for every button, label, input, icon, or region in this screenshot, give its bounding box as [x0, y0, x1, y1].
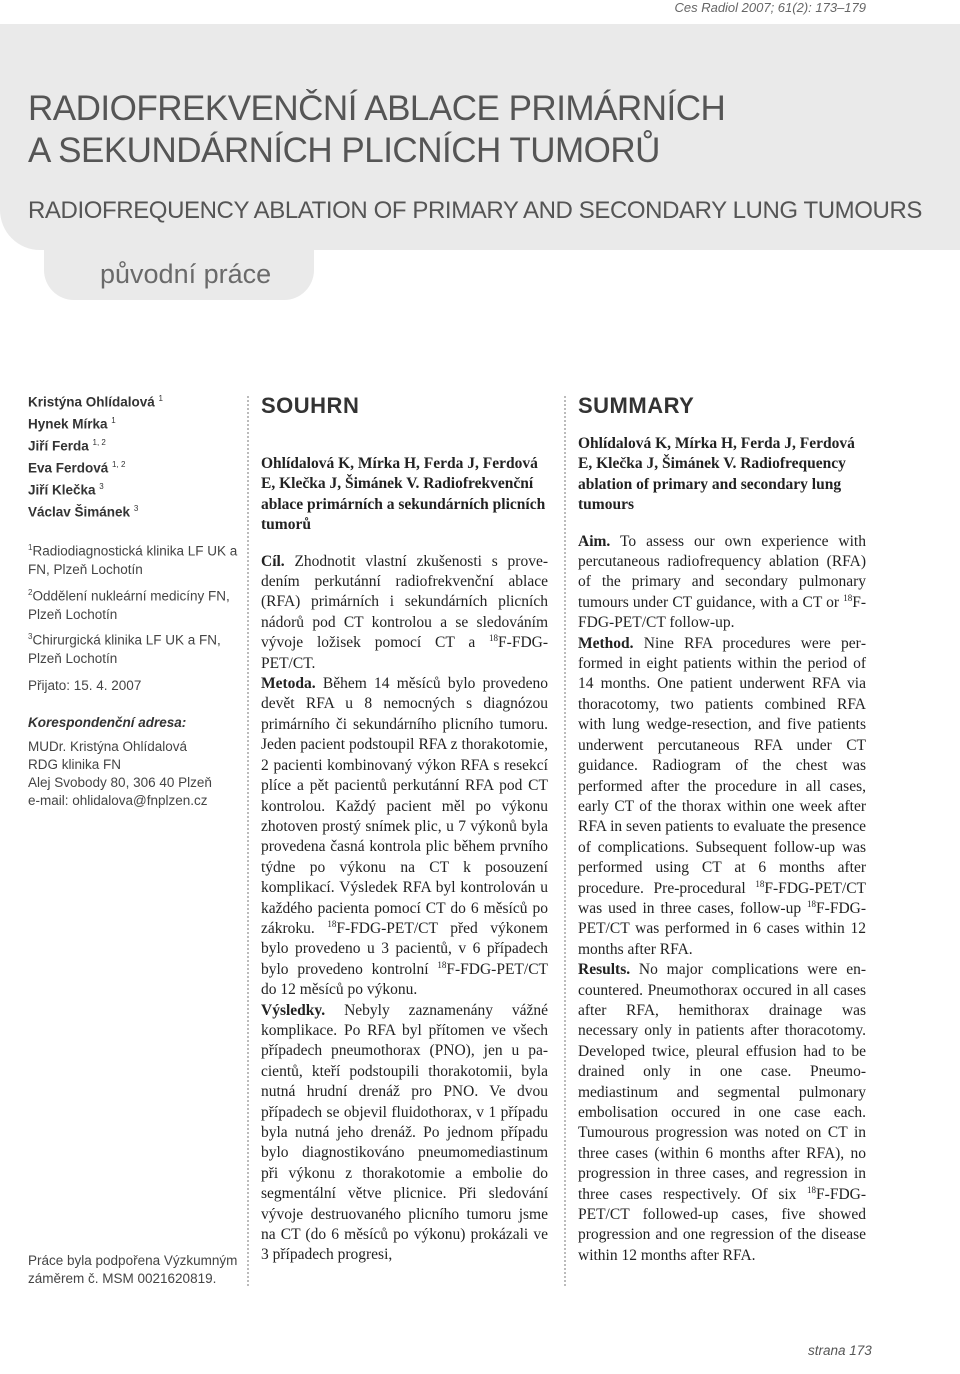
author-list: [28, 390, 228, 522]
article-title: [28, 88, 908, 172]
souhrn-paragraph: Cíl. Zhodnotit vlastní zkušenosti s provedením perkutánní radiofrekvenční ablace (RFA) primárních i sekundárních plicních nádorů pod CT kontrolou a se sledováním vývoje ložisek pomocí CT a $^{18}$F-FDG-PET/CT.: [261, 552, 548, 672]
article-type-label: původní práce: [100, 259, 272, 289]
correspondence-line: MUDr. Kristýna Ohlídalová: [28, 739, 188, 754]
journal-citation: Ces Radiol 2007; 61(2): 173–179: [674, 0, 866, 15]
affiliation: $^2$Oddělení nukleární medicíny FN, Plzeň Lochotín: [28, 587, 230, 622]
souhrn-heading: SOUHRN: [261, 393, 360, 418]
received-date: Přijato: 15. 4. 2007: [28, 678, 142, 693]
souhrn-paragraph: Metoda. Během 14 měsíců bylo provedeno devět RFA u 8 nemocných s diagnózou primárního či sekundárního plicního tumoru. Jeden pacient podstoupil RFA z thorakotomie, 2 pacienti kombinovaný výkon RFA s resekcí plíce a pět pacientů perkutánní RFA pod CT kontrolou. Každý pacient měl po výkonu zhotoven prostý snímek plic, u 7 výkonů byla provedena časná kontrola plic během prvního týdne po výkonu na CT k posouzení komplikací. Výsledek RFA byl kontrolován u každého pacienta pomocí CT do 6 měsíců po zákroku. $^{18}$F-FDG-PET/CT před výkonem bylo provedeno u 3 pacientů, v 6 případech bylo provedeno kontrolní $^{18}$F-FDG-PET/CT do 12 měsíců po výkonu.: [261, 675, 549, 999]
author-name: Jiří Klečka $^3$: [28, 482, 104, 498]
correspondence-line: Alej Svobody 80, 306 40 Plzeň: [28, 775, 212, 790]
souhrn-section-label: Cíl.: [261, 552, 285, 570]
title-line-2: A SEKUNDÁRNÍCH PLICNÍCH TUMORŮ: [28, 131, 660, 170]
souhrn-section-label: Výsledky.: [261, 1001, 326, 1019]
correspondence-line: RDG klinika FN: [28, 757, 122, 772]
correspondence-address: [28, 738, 248, 810]
isotope-superscript: 18: [327, 918, 337, 929]
affiliation: $^3$Chirurgická klinika LF UK a FN, Plzeň Lochotín: [28, 632, 221, 666]
summary-section-label: Aim.: [578, 532, 611, 550]
summary-section-label: Method.: [578, 634, 634, 652]
affiliation-marker: 1: [28, 543, 33, 552]
summary-paragraph: Aim. To assess our own experience with percutaneous radiofrequency ablation (RFA) of the primary and secondary pulmonary tumours under CT guidance, with a CT or $^{18}$F-FDG-PET/CT follow-up.: [578, 532, 866, 632]
summary-paragraph: Method. Nine RFA procedures were performed in eight patients within the period of 14 months. One patient underwent RFA via thoracotomy, two patients combined RFA with lung wedge-resection, and five patients underwent percutaneous RFA under CT guidance. Radiogram of the chest was performed after the procedure in all cases, early CT of the thorax within one week after RFA in seven patients to evaluate the presence of complications. Subsequent follow-up was performed using CT at 6 months after procedure. Pre-procedural $^{18}$F-FDG-PET/CT was used in three cases, follow-up $^{18}$F-FDG-PET/CT was performed in 6 cases within 12 months after RFA.: [578, 634, 866, 958]
english-title: RADIOFREQUENCY ABLATION OF PRIMARY AND SECONDARY LUNG TUMOURS: [28, 197, 923, 224]
summary-section-label: Results.: [578, 961, 631, 979]
affiliation-list: [28, 539, 238, 673]
funding-note: Práce byla podpořena Výzkumným záměrem č. MSM 0021620819.: [28, 1253, 238, 1286]
summary-abstract: [578, 434, 866, 1266]
page-number: strana 173: [808, 1343, 872, 1358]
author-affiliation-marker: 1, 2: [112, 460, 126, 469]
correspondence-line: e-mail: ohlidalova@fnplzen.cz: [28, 793, 208, 808]
author-affiliation-marker: 1, 2: [92, 438, 106, 447]
souhrn-section-label: Metoda.: [261, 675, 316, 693]
author-affiliation-marker: 3: [99, 482, 104, 491]
affiliation-marker: 3: [28, 632, 33, 641]
souhrn-citation: Ohlídalová K, Mírka H, Ferda J, Ferdová E, Klečka J, Šimánek V. Radiofrekvenční ablace primárních a sekundárních plicních tumorů: [261, 455, 546, 534]
summary-citation: Ohlídalová K, Mírka H, Ferda J, Ferdová E, Klečka J, Šimánek V. Radiofrequency ablation of primary and secondary lung tumours: [578, 435, 855, 514]
isotope-superscript: 18: [489, 633, 499, 644]
author-affiliation-marker: 1: [158, 394, 163, 403]
author-name: Václav Šimánek $^3$: [28, 504, 139, 520]
author-name: Eva Ferdová $^{1, 2}$: [28, 460, 126, 476]
isotope-superscript: 18: [437, 959, 447, 970]
summary-paragraph: Results. No major complications were encountered. Pneumothorax occured in all cases after RFA, hemithorax drainage was necessary only in patients after thoracotomy. Developed twice, pleural effusion had to be drained only in one case. Pneumomediastinum and segmental pulmonary embolisation occured in one case each. Tumourous progression was noted on CT in three cases (within 6 months after RFA), no progression in three cases, and regression in three cases respectively. Of six $^{18}$F-FDG-PET/CT followed-up cases, five showed progression and one regression of the disease within 12 months after RFA.: [578, 961, 867, 1264]
column-divider: [564, 396, 566, 1286]
summary-paragraphs: [578, 532, 866, 1267]
author-affiliation-marker: 3: [133, 504, 139, 513]
author-name: Hynek Mírka $^1$: [28, 416, 116, 432]
isotope-superscript: 18: [755, 878, 765, 889]
author-name: Kristýna Ohlídalová $^1$: [28, 394, 163, 410]
isotope-superscript: 18: [807, 1184, 817, 1195]
author-affiliation-marker: 1: [111, 416, 116, 425]
author-name: Jiří Ferda $^{1, 2}$: [28, 438, 106, 454]
isotope-superscript: 18: [843, 592, 853, 603]
column-divider: [247, 396, 249, 1286]
isotope-superscript: 18: [807, 898, 817, 909]
title-line-1: RADIOFREKVENČNÍ ABLACE PRIMÁRNÍCH: [28, 89, 726, 128]
correspondence-heading: Korespondenční adresa:: [28, 715, 187, 730]
summary-heading: SUMMARY: [578, 393, 695, 418]
souhrn-paragraphs: [261, 552, 548, 1266]
affiliation: $^1$Radiodiagnostická klinika LF UK a FN, Plzeň Lochotín: [28, 543, 238, 577]
souhrn-abstract: [261, 454, 548, 1266]
affiliation-marker: 2: [28, 587, 33, 597]
souhrn-paragraph: Výsledky. Nebyly zaznamenány vážné komplikace. Po RFA byl přítomen ve všech případech pneumothorax (PNO), jen u pacientů, kteří podstoupili thorakotomii, byla nutná hrudní drenáž pro PNO. Ve dvou případech se objevil fluidothorax, v 1 případu byla nutná jeho drenáž. Po jednom případu bylo diagnostikováno pneumomediastinum při výkonu z thorakotomie a embolie do segmentální větve plicnice. Při sledování vývoje destruovaného plicního tumoru jsme na CT (do 6 měsíců po výkonu) prokázali ve 3 případech progresi,: [261, 1001, 548, 1264]
